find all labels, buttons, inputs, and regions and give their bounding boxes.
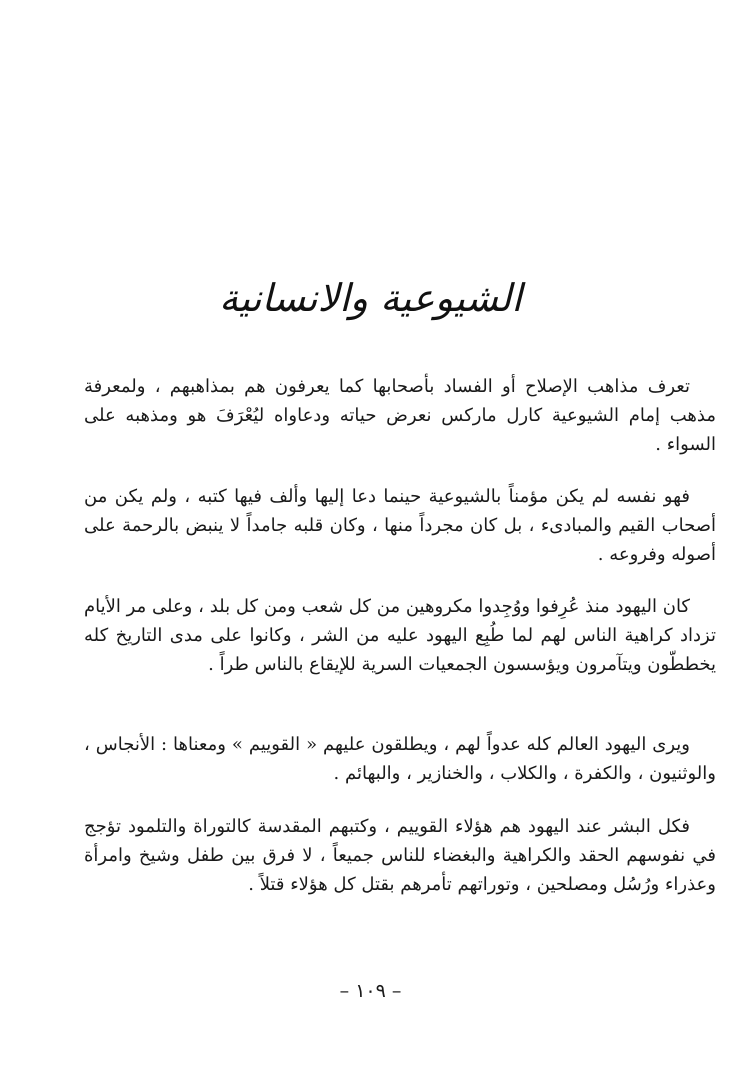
paragraph-text: فهو نفسه لم يكن مؤمناً بالشيوعية حينما دعا إليها وألف فيها كتبه ، ولم يكن من أصحاب القيم والمبادىء ، بل كان مجرداً منها ، وكان قلبه جامداً لا ينبض بالرحمة على أصوله وفروعه . [84,486,716,565]
paragraph-5 [84,812,716,899]
paragraph-1 [84,372,716,459]
paragraph-2 [84,482,716,569]
paragraph-3 [84,592,716,679]
paragraph-4 [84,730,716,788]
paragraph-text: فكل البشر عند اليهود هم هؤلاء القوييم ، وكتبهم المقدسة كالتوراة والتلمود تؤجج في نفوسهم الحقد والكراهية والبغضاء للناس جميعاً ، لا فرق بين طفل وشيخ وامرأة وعذراء ورُسُل ومصلحين ، وتوراتهم تأمرهم بقتل كل هؤلاء قتلاً . [84,816,716,895]
paragraph-text: كان اليهود منذ عُرِفوا ووُجِدوا مكروهين من كل شعب ومن كل بلد ، وعلى مر الأيام تزداد كراهية الناس لهم لما طُبِع اليهود عليه من الشر ، وكانوا على مدى التاريخ كله يخططّون ويتآمرون ويؤسسون الجمعيات السرية للإيقاع بالناس طراً . [84,596,716,675]
page-number: – ١٠٩ – [339,980,402,1002]
paragraph-text: تعرف مذاهب الإصلاح أو الفساد بأصحابها كما يعرفون هم بمذاهبهم ، ولمعرفة مذهب إمام الشيوعية كارل ماركس نعرض حياته ودعاواه ليُعْرَفَ هو ومذهبه على السواء . [84,376,716,455]
chapter-title: الشيوعية والانسانية [219,276,522,320]
paragraph-text: ويرى اليهود العالم كله عدواً لهم ، ويطلقون عليهم « القوييم » ومعناها : الأنجاس ، والوثنيون ، والكفرة ، والكلاب ، والخنازير ، والبهائم . [84,734,716,784]
